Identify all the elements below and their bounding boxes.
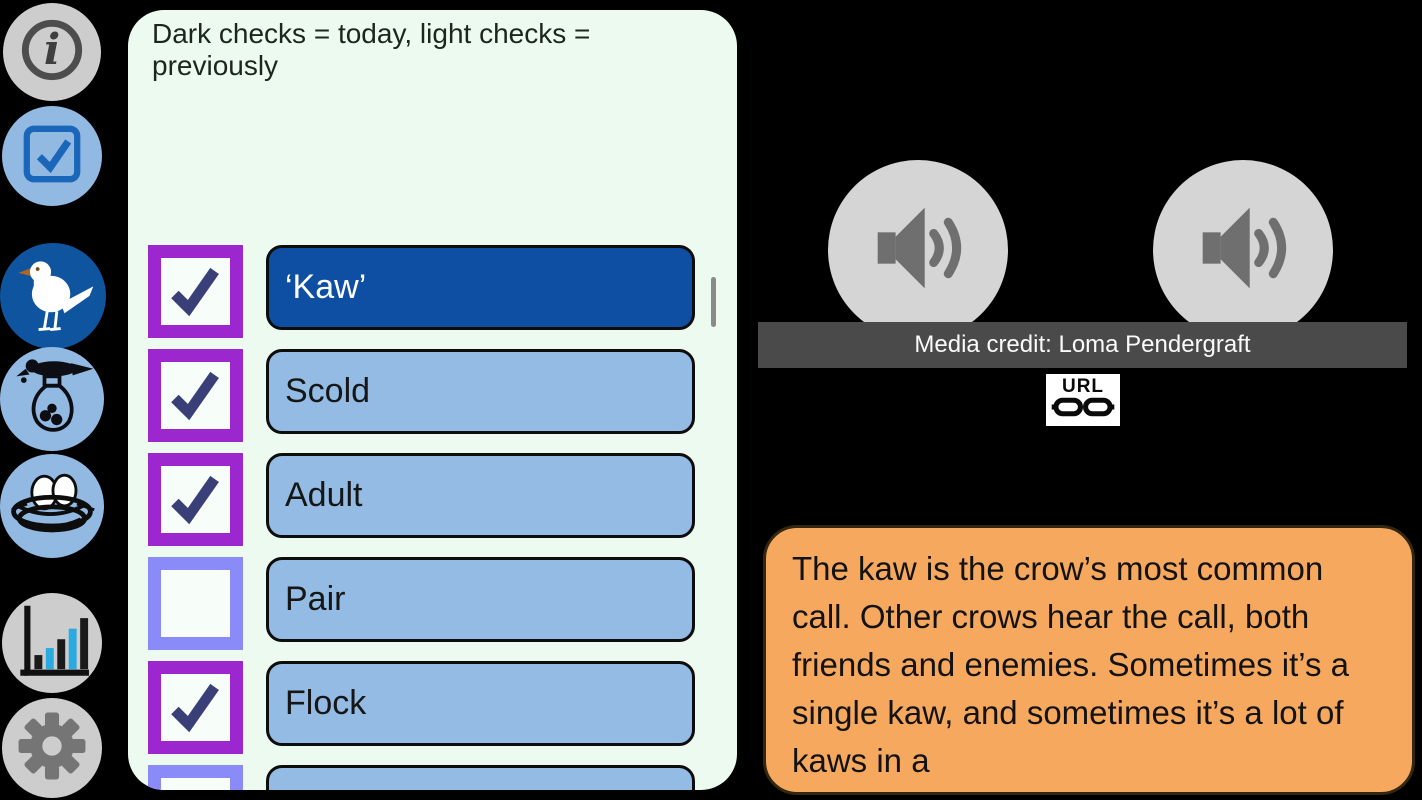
- list-row: [128, 557, 737, 651]
- checkbox-next[interactable]: [148, 765, 243, 790]
- list-row: [128, 245, 737, 339]
- checkbox-icon: [7, 109, 97, 204]
- sidebar-item-chart[interactable]: [2, 593, 102, 693]
- sidebar-item-settings[interactable]: [2, 698, 102, 798]
- url-link-button[interactable]: [1046, 374, 1120, 426]
- svg-text:i: i: [43, 25, 61, 76]
- media-credit-bar: [758, 322, 1407, 368]
- checkbox-kaw[interactable]: [148, 245, 243, 338]
- speaker-icon: [1187, 192, 1299, 309]
- bar-chart-icon: [8, 597, 96, 690]
- check-mark-icon: [163, 261, 229, 323]
- info-box: [763, 525, 1415, 795]
- list-row: [128, 349, 737, 443]
- nest-eggs-icon: [4, 456, 100, 557]
- info-box-text: The kaw is the crow’s most common call. Other crows hear the call, both friends and enemies. Sometimes it’s a single kaw, and sometimes it’s a lot of kaws in a: [792, 550, 1349, 779]
- sidebar-item-crow-bottle[interactable]: [0, 347, 104, 451]
- sidebar-item-nest[interactable]: [0, 454, 104, 558]
- audio-play-button-2[interactable]: [1153, 160, 1333, 340]
- list-item-kaw[interactable]: ‘Kaw’: [266, 245, 695, 330]
- list-item-flock[interactable]: Flock: [266, 661, 695, 746]
- list-item-pair[interactable]: Pair: [266, 557, 695, 642]
- speaker-icon: [862, 192, 974, 309]
- chain-link-icon: [1051, 396, 1115, 423]
- checkbox-scold[interactable]: [148, 349, 243, 442]
- check-mark-icon: [163, 469, 229, 531]
- bird-icon: [5, 246, 101, 347]
- sidebar-item-info[interactable]: [3, 3, 101, 101]
- checkbox-flock[interactable]: [148, 661, 243, 754]
- gear-icon: [8, 702, 96, 795]
- checkbox-pair[interactable]: [148, 557, 243, 650]
- audio-play-button-1[interactable]: [828, 160, 1008, 340]
- media-credit-text: Media credit: Loma Pendergraft: [914, 331, 1251, 358]
- url-label: URL: [1061, 376, 1105, 397]
- list-item-adult[interactable]: Adult: [266, 453, 695, 538]
- sidebar-item-bird[interactable]: [0, 243, 106, 349]
- scrollbar-thumb[interactable]: [711, 277, 716, 327]
- check-mark-icon: [163, 677, 229, 739]
- checkbox-adult[interactable]: [148, 453, 243, 546]
- list-item-next[interactable]: [266, 765, 695, 790]
- list-row: [128, 453, 737, 547]
- sidebar-item-checklist[interactable]: [2, 106, 102, 206]
- info-icon: [9, 7, 95, 98]
- crow-bottle-icon: [5, 350, 99, 449]
- checklist-panel: [128, 10, 737, 790]
- list-row: [128, 661, 737, 755]
- list-item-scold[interactable]: Scold: [266, 349, 695, 434]
- list-row-clipped: [128, 765, 737, 790]
- checklist-legend: Dark checks = today, light checks = previously: [152, 18, 591, 81]
- check-mark-icon: [163, 365, 229, 427]
